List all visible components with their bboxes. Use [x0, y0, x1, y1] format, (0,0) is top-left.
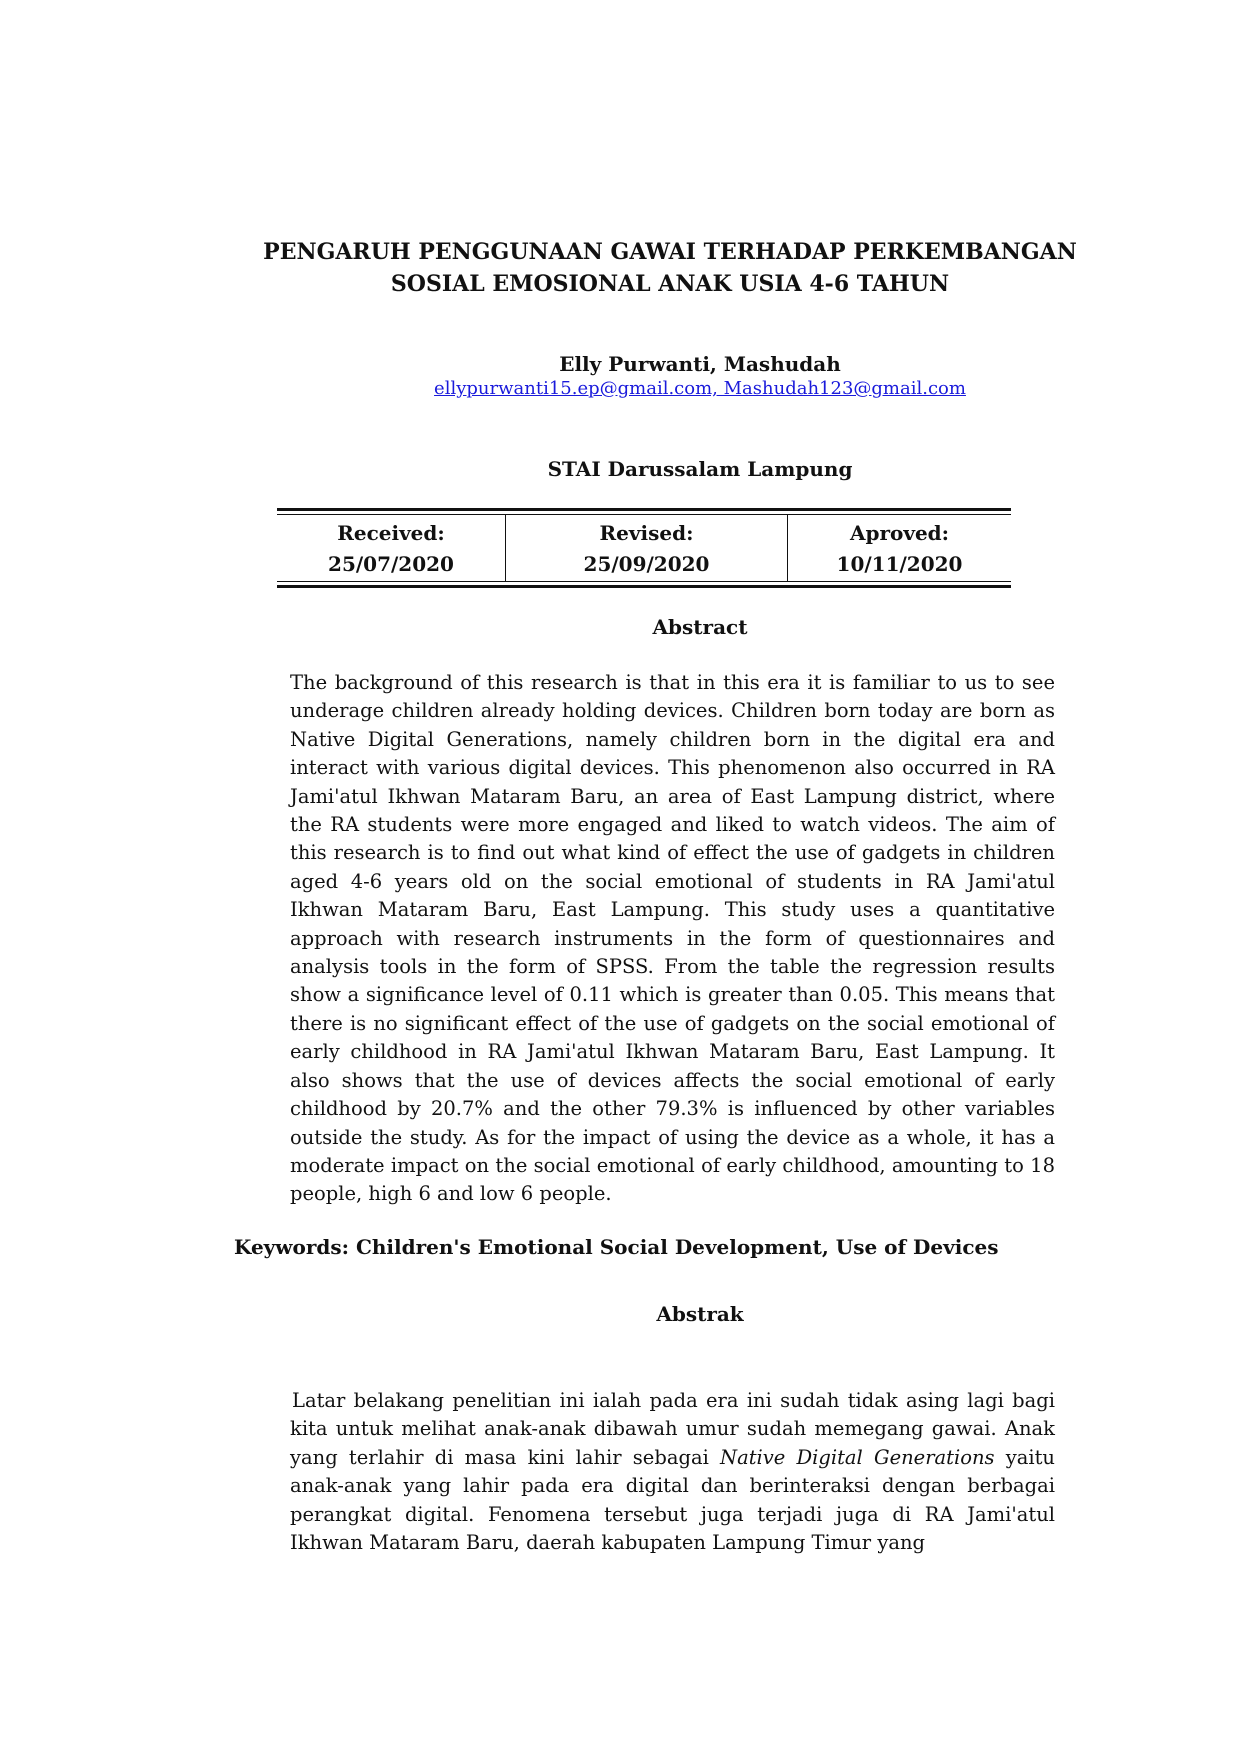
revised-date: 25/09/2020: [583, 552, 710, 576]
received-date: 25/07/2020: [328, 552, 454, 576]
author-emails: [340, 377, 1060, 401]
abstract-text: The background of this research is that in this era it is familiar to us to see underage children already holding devices. Children born today are born as Native Digital Generations, namely children born in the digital era and interact with various digital devices. This phenomenon also occurred in RA Jami'atul Ikhwan Mataram Baru, an area of East Lampung district, where the RA students were more engaged and liked to watch videos. The aim of this research is to find out what kind of effect the use of gadgets in children aged 4-6 years old on the social emotional of students in RA Jami'atul Ikhwan Mataram Baru, East Lampung. This study uses a quantitative approach with research instruments in the form of questionnaires and analysis tools in the form of SPSS. From the table the regression results show a significance level of 0.11 which is greater than 0.05. This means that there is no significant effect of the use of gadgets on the social emotional of early childhood in RA Jami'atul Ikhwan Mataram Baru, East Lampung. It also shows that the use of devices affects the social emotional of early childhood by 20.7% and the other 79.3% is influenced by other variables outside the study. As for the impact of using the device as a whole, it has a moderate impact on the social emotional of early childhood, amounting to 18 people, high 6 and low 6 people.: [290, 671, 1055, 1206]
revised-label: Revised:: [599, 521, 694, 545]
approved-cell: [787, 515, 1011, 581]
received-label: Received:: [337, 521, 445, 545]
abstrak-text-italic: Native Digital Generations: [720, 1445, 995, 1469]
paper-title: [200, 236, 1140, 300]
revised-cell: [505, 515, 787, 581]
dates-table: [277, 508, 1011, 588]
approved-date: 10/11/2020: [836, 552, 963, 576]
abstrak-text-part-2: yaitu anak-anak yang lahir pada era digital dan berinteraksi dengan berbagai perangkat digital. Fenomena tersebut juga terjadi juga di RA Jami'atul Ikhwan Mataram Baru, daerah kabupaten Lampung Timur yang: [290, 1445, 1055, 1555]
author-emails-link[interactable]: ellypurwanti15.ep@gmail.com, Mashudah123@gmail.com: [434, 378, 966, 399]
table-rule-top-thick: [277, 508, 1011, 511]
paper-title-line-2: SOSIAL EMOSIONAL ANAK USIA 4-6 TAHUN: [390, 271, 950, 297]
abstrak-heading: Abstrak: [656, 1302, 744, 1326]
keywords: Keywords: Children's Emotional Social Development, Use of Devices: [234, 1235, 999, 1259]
approved-label: Aproved:: [849, 521, 950, 545]
table-rule-bottom-thick: [277, 585, 1011, 588]
abstract-heading: Abstract: [652, 615, 748, 639]
received-cell: [277, 515, 505, 581]
author-names: Elly Purwanti, Mashudah: [559, 352, 841, 376]
affiliation: STAI Darussalam Lampung: [547, 457, 853, 481]
table-rule-bottom-thin: [277, 581, 1011, 582]
abstrak-text-part-1: Latar belakang penelitian ini ialah pada era ini sudah tidak asing lagi bagi kita untuk melihat anak-anak dibawah umur sudah memegang gawai. Anak yang terlahir di masa kini lahir sebagai: [290, 1389, 1055, 1469]
abstrak-text: [290, 1387, 1055, 1557]
paper-title-line-1: PENGARUH PENGGUNAAN GAWAI TERHADAP PERKEMBANGAN: [263, 239, 1077, 265]
